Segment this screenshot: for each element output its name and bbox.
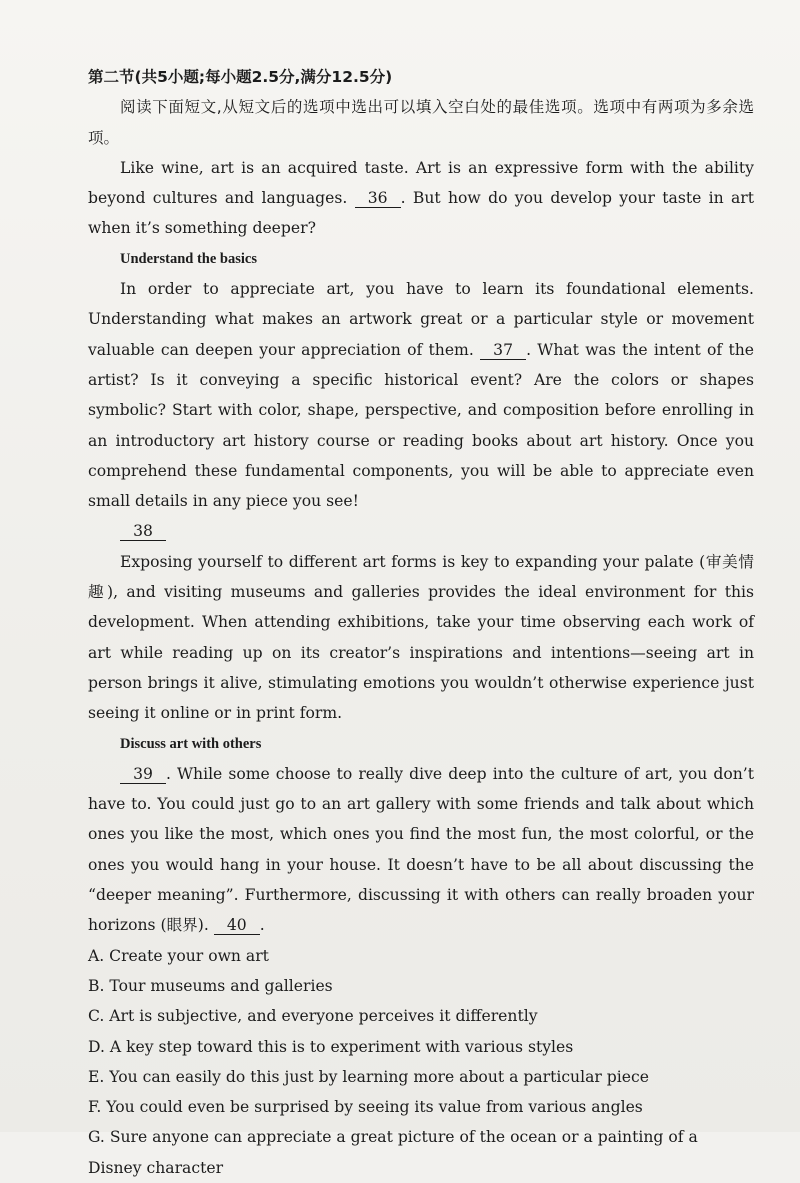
option-a: A. Create your own art: [88, 946, 269, 965]
paragraph-1-before: Like wine, art is an acquired taste. Art is an expressive form with the ability beyond cultures and languages.: [88, 158, 754, 208]
option-b: B. Tour museums and galleries: [88, 976, 333, 995]
section-title: 第二节(共5小题;每小题2.5分,满分12.5分): [88, 68, 393, 86]
option-f: F. You could even be surprised by seeing its value from various angles: [88, 1098, 643, 1117]
blank-40: 40: [214, 916, 260, 935]
blank-38-line: [88, 516, 754, 546]
option-e: E. You can easily do this just by learning more about a particular piece: [88, 1067, 649, 1086]
option-d: D. A key step toward this is to experiment with various styles: [88, 1037, 574, 1056]
blank-38: 38: [120, 522, 166, 541]
paragraph-4-end: .: [259, 916, 265, 935]
paragraph-4: [88, 759, 754, 941]
paragraph-3: Exposing yourself to different art forms is key to expanding your palate (审美情趣), and visiting museums and galleries provides the ideal environment for this development. When attending exhibitions, take your time observing each work of art while reading up on its creator’s inspirations and intentions—seeing art in person brings it alive, stimulating emotions you wouldn’t otherwise experience just seeing it online or in print form.: [88, 552, 754, 723]
heading-understand-basics: Understand the basics: [120, 250, 257, 267]
blank-36: 36: [355, 189, 401, 208]
paragraph-4-after-39: . While some choose to really dive deep into the culture of art, you don’t have to. You could just go to an art gallery with some friends and talk about which ones you like the most, which ones you find the most fun, the most colorful, or the ones you would hang in your house. It doesn’t have to be all about discussing the “deeper meaning”. Furthermore, discussing it with others can really broaden your horizons (眼界).: [88, 764, 754, 935]
option-c: C. Art is subjective, and everyone perceives it differently: [88, 1007, 538, 1026]
blank-39: 39: [120, 765, 166, 784]
paragraph-1: [88, 153, 754, 244]
option-g: G. Sure anyone can appreciate a great picture of the ocean or a painting of a Disney character: [88, 1128, 698, 1177]
paragraph-2: [88, 274, 754, 516]
heading-discuss-art: Discuss art with others: [120, 735, 262, 752]
section-instruction: 阅读下面短文,从短文后的选项中选出可以填入空白处的最佳选项。选项中有两项为多余选项。: [88, 98, 754, 147]
answer-options: [88, 941, 754, 1183]
paragraph-1-after: . But how do you develop your taste in art when it’s something deeper?: [88, 189, 755, 238]
paragraph-2-before: In order to appreciate art, you have to learn its foundational elements. Understanding what makes an artwork great or a particular style or movement valuable can deepen your appreciation of them.: [88, 280, 754, 359]
paragraph-2-after: . What was the intent of the artist? Is it conveying a specific historical event? Are the colors or shapes symbolic? Start with color, shape, perspective, and composition before enrolling in an introductory art history course or reading books about art history. Once you comprehend these fundamental components, you will be able to appreciate even small details in any piece you see!: [88, 340, 754, 511]
blank-37: 37: [480, 341, 526, 360]
